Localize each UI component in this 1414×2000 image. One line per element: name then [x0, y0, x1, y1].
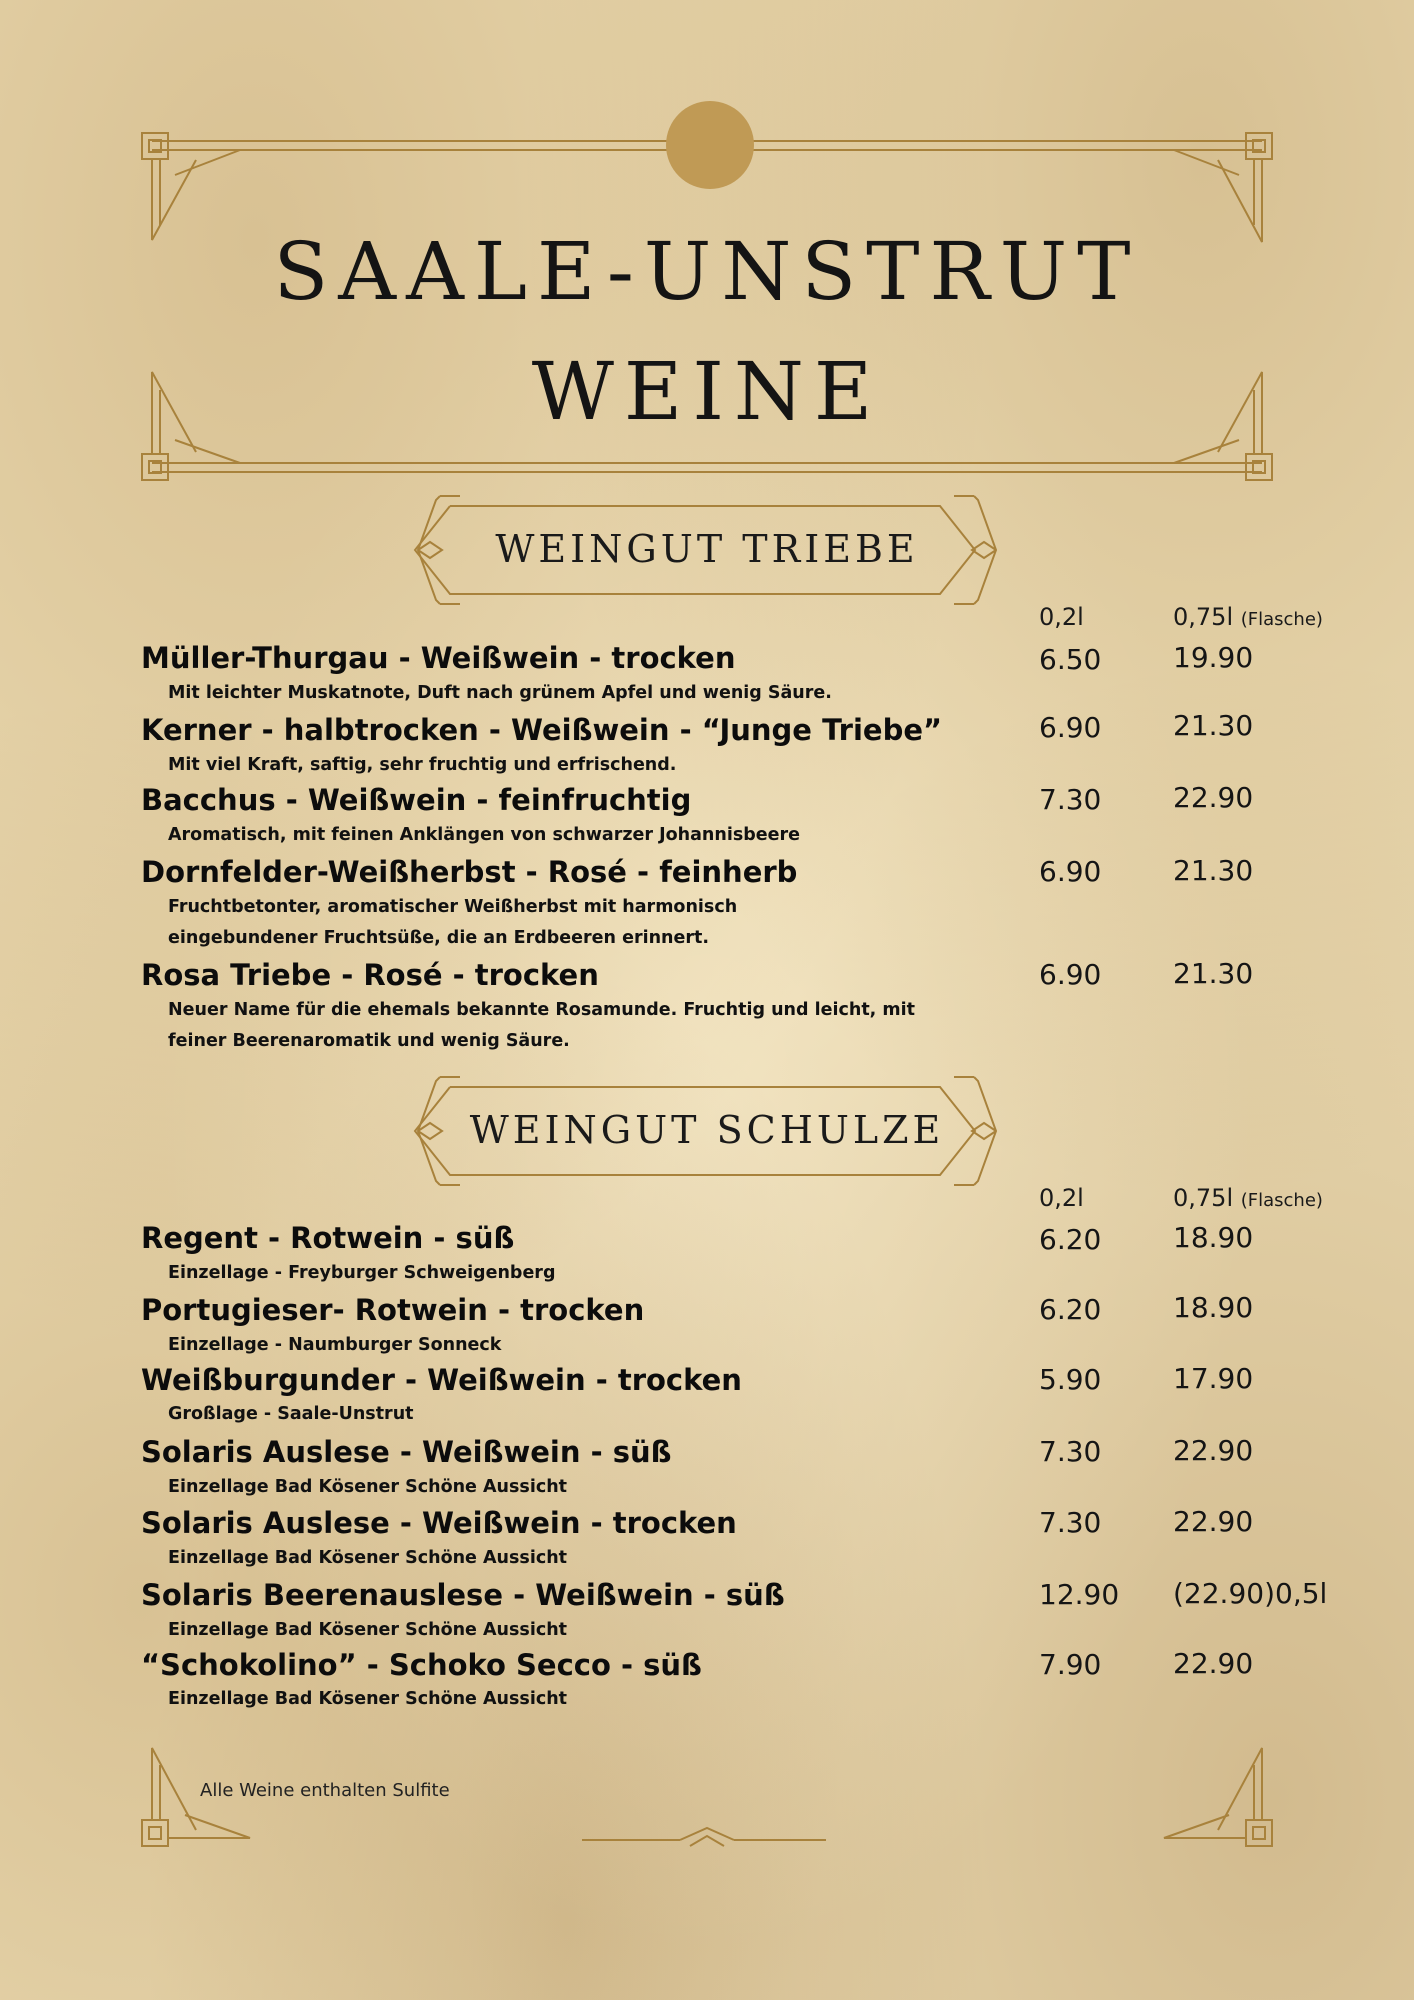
- col-head-bottle-note: (Flasche): [1240, 609, 1323, 630]
- wine-name: Müller-Thurgau - Weißwein - trocken: [141, 641, 736, 675]
- price-small: 6.50: [1039, 643, 1102, 676]
- wine-name: Solaris Auslese - Weißwein - süß: [141, 1435, 672, 1469]
- price-small: 7.30: [1039, 1506, 1102, 1539]
- price-small: 12.90: [1039, 1578, 1120, 1611]
- wine-desc: Einzellage Bad Kösener Schöne Aussicht: [168, 1548, 568, 1568]
- wine-name: Rosa Triebe - Rosé - trocken: [141, 958, 599, 992]
- wine-desc: Aromatisch, mit feinen Anklängen von schwarzer Johannisbeere: [168, 825, 801, 845]
- wine-name: Portugieser- Rotwein - trocken: [141, 1293, 645, 1327]
- price-bottle: 18.90: [1173, 1221, 1254, 1254]
- wine-desc: Einzellage - Freyburger Schweigenberg: [168, 1263, 556, 1283]
- wine-name: Dornfelder-Weißherbst - Rosé - feinherb: [141, 855, 798, 889]
- wine-name: Solaris Auslese - Weißwein - trocken: [141, 1506, 737, 1540]
- wine-desc: Einzellage - Naumburger Sonneck: [168, 1335, 502, 1355]
- price-bottle: 22.90: [1173, 1505, 1254, 1538]
- price-bottle: 22.90: [1173, 781, 1254, 814]
- price-bottle: 21.30: [1173, 957, 1254, 990]
- wine-name: Solaris Beerenauslese - Weißwein - süß: [141, 1578, 785, 1612]
- footer-note: Alle Weine enthalten Sulfite: [200, 1780, 450, 1801]
- wine-name: Bacchus - Weißwein - feinfruchtig: [141, 783, 692, 817]
- price-bottle: 22.90: [1173, 1434, 1254, 1467]
- wine-desc: Einzellage Bad Kösener Schöne Aussicht: [168, 1689, 568, 1709]
- wine-desc: Fruchtbetonter, aromatischer Weißherbst mit harmonisch eingebundener Fruchtsüße, die an Erdbeeren erinnert.: [168, 897, 738, 948]
- price-bottle: 21.30: [1173, 854, 1254, 887]
- wine-desc: Mit leichter Muskatnote, Duft nach grünem Apfel und wenig Säure.: [168, 683, 832, 703]
- col-head-bottle-label: 0,75l: [1173, 1184, 1234, 1212]
- wine-desc: Einzellage Bad Kösener Schöne Aussicht: [168, 1620, 568, 1640]
- price-bottle: 19.90: [1173, 641, 1254, 674]
- price-bottle: 22.90: [1173, 1647, 1254, 1680]
- price-bottle: 17.90: [1173, 1362, 1254, 1395]
- price-small: 6.90: [1039, 855, 1102, 888]
- price-small: 7.30: [1039, 783, 1102, 816]
- price-small: 6.20: [1039, 1223, 1102, 1256]
- price-small: 6.90: [1039, 958, 1102, 991]
- wine-desc: Mit viel Kraft, saftig, sehr fruchtig und erfrischend.: [168, 755, 677, 775]
- col-head-bottle: [1173, 605, 1323, 629]
- menu-title-line2: WEINE: [531, 345, 883, 438]
- col-head-bottle: [1173, 1186, 1323, 1210]
- price-small: 7.30: [1039, 1435, 1102, 1468]
- wine-name: Weißburgunder - Weißwein - trocken: [141, 1363, 742, 1397]
- col-head-bottle-note: (Flasche): [1240, 1190, 1323, 1211]
- col-head-bottle-label: 0,75l: [1173, 603, 1234, 631]
- price-small: 6.20: [1039, 1293, 1102, 1326]
- col-head-small: 0,2l: [1039, 603, 1084, 631]
- section-title-triebe: WEINGUT TRIEBE: [495, 527, 919, 571]
- wine-name: “Schokolino” - Schoko Secco - süß: [141, 1648, 702, 1682]
- col-head-small: 0,2l: [1039, 1184, 1084, 1212]
- price-small: 5.90: [1039, 1363, 1102, 1396]
- wine-name: Kerner - halbtrocken - Weißwein - “Junge Triebe”: [141, 713, 943, 747]
- menu-title-line1: SAALE-UNSTRUT: [273, 225, 1141, 318]
- wine-desc: Neuer Name für die ehemals bekannte Rosamunde. Fruchtig und leicht, mit feiner Beerenaromatik und wenig Säure.: [168, 1000, 916, 1051]
- section-title-schulze: WEINGUT SCHULZE: [469, 1108, 945, 1152]
- price-small: 7.90: [1039, 1648, 1102, 1681]
- price-small: 6.90: [1039, 711, 1102, 744]
- wine-desc: Großlage - Saale-Unstrut: [168, 1404, 414, 1424]
- price-bottle: (22.90)0,5l: [1173, 1577, 1328, 1610]
- wine-desc: Einzellage Bad Kösener Schöne Aussicht: [168, 1477, 568, 1497]
- wine-name: Regent - Rotwein - süß: [141, 1221, 515, 1255]
- price-bottle: 18.90: [1173, 1291, 1254, 1324]
- price-bottle: 21.30: [1173, 709, 1254, 742]
